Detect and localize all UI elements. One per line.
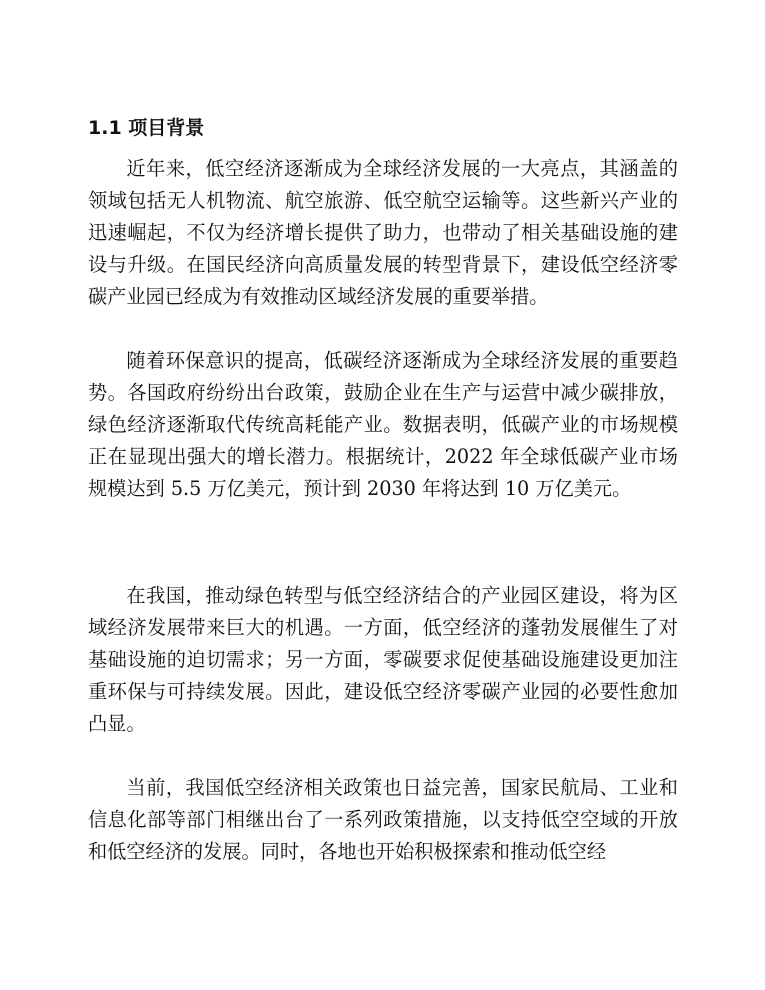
section-heading: 1.1 项目背景 bbox=[88, 117, 205, 139]
paragraph-low-carbon-trend: 随着环保意识的提高，低碳经济逐渐成为全球经济发展的重要趋势。各国政府纷纷出台政策，鼓励企业在生产与运营中减少碳排放，绿色经济逐渐取代传统高耗能产业。数据表明，低碳产业的市场规模正在显现出强大的增长潜力。根据统计，2022 年全球低碳产业市场规模达到 5.5 万亿美元，预计到 2030 年将达到 10 万亿美元。 bbox=[88, 349, 678, 500]
paragraph-low-altitude-economy: 近年来，低空经济逐渐成为全球经济发展的一大亮点，其涵盖的领域包括无人机物流、航空旅游、低空航空运输等。这些新兴产业的迅速崛起，不仅为经济增长提供了助力，也带动了相关基础设施的建设与升级。在国民经济向高质量发展的转型背景下，建设低空经济零碳产业园已经成为有效推动区域经济发展的重要举措。 bbox=[88, 157, 678, 308]
paragraph-policy-support: 当前，我国低空经济相关政策也日益完善，国家民航局、工业和信息化部等部门相继出台了一系列政策措施，以支持低空空域的开放和低空经济的发展。同时，各地也开始积极探索和推动低空经 bbox=[88, 776, 678, 863]
paragraph-green-transformation: 在我国，推动绿色转型与低空经济结合的产业园区建设，将为区域经济发展带来巨大的机遇。一方面，低空经济的蓬勃发展催生了对基础设施的迫切需求；另一方面，零碳要求促使基础设施建设更加注重环保与可持续发展。因此，建设低空经济零碳产业园的必要性愈加凸显。 bbox=[88, 584, 678, 735]
